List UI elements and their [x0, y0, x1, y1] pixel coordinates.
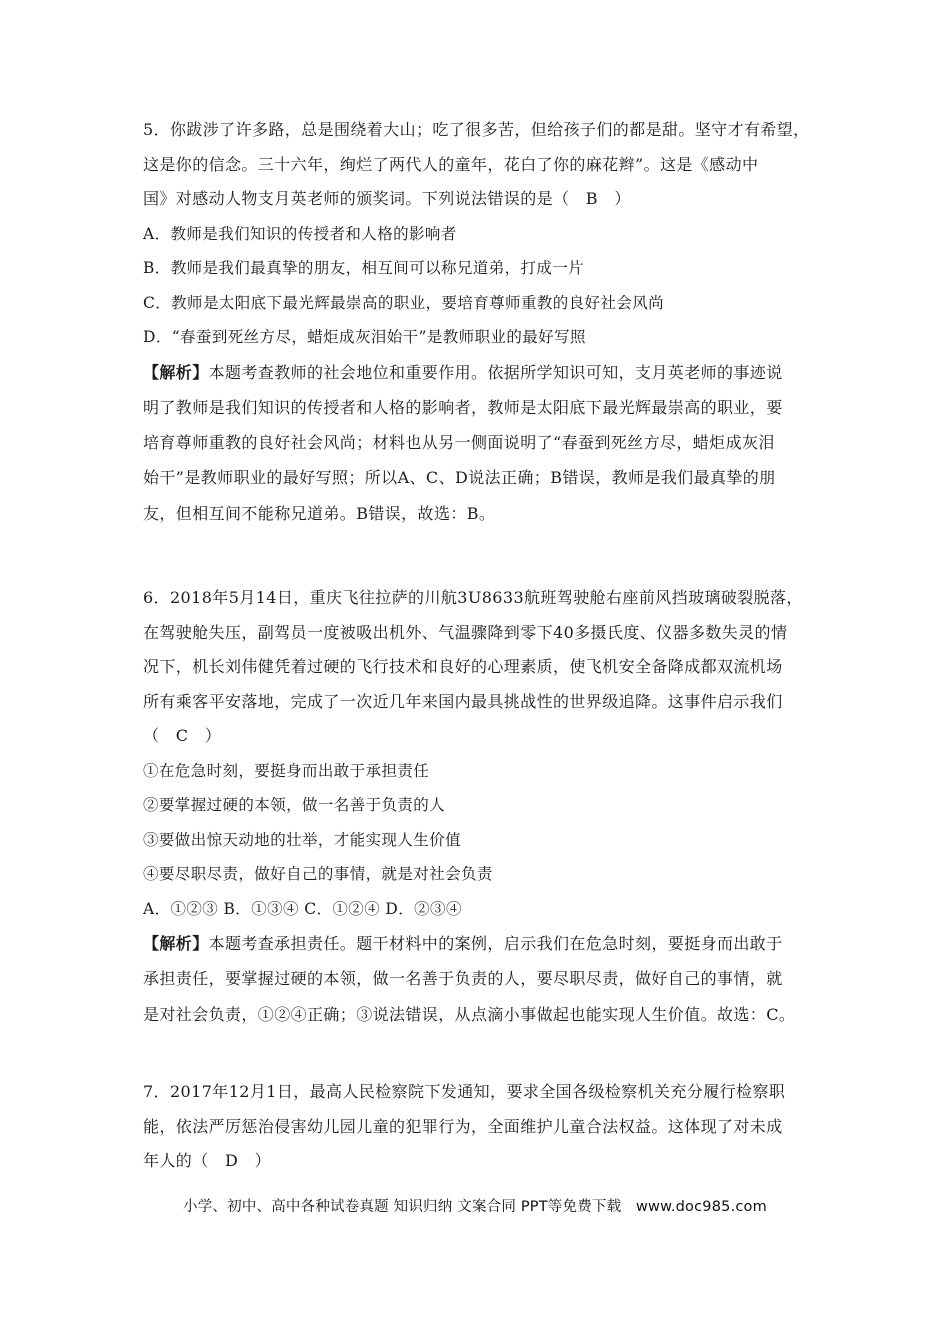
page-footer: 小学、初中、高中各种试卷真题 知识归纳 文案合同 PPT等免费下载 www.doc985.com: [183, 1199, 767, 1215]
analysis-line: [143, 926, 813, 961]
statement-item: ③要做出惊天动地的壮举，才能实现人生价值: [143, 830, 462, 849]
answer-bracket: （ C ）: [143, 726, 222, 745]
analysis-line: [143, 355, 813, 390]
analysis-line: 培育尊师重教的良好社会风尚；材料也从另一侧面说明了“春蚕到死丝方尽，蜡炬成灰泪: [143, 433, 775, 453]
question-6: [143, 581, 813, 1032]
analysis-line: 承担责任，要掌握过硬的本领，做一名善于负责的人，要尽职尽责，做好自己的事情，就: [143, 969, 783, 989]
analysis-text: 本题考查承担责任。题干材料中的案例，启示我们在危急时刻，要挺身而出敢于: [208, 934, 783, 953]
question-5: [143, 113, 813, 531]
statement-item: ①在危急时刻，要挺身而出敢于承担责任: [143, 761, 430, 780]
question-stem-line: 6．2018年5月14日，重庆飞往拉萨的川航3U8633航班驾驶舱右座前风挡玻璃破裂脱落，: [143, 588, 803, 607]
analysis-line: 是对社会负责，①②④正确；③说法错误，从点滴小事做起也能实现人生价值。故选：C。: [143, 1004, 796, 1024]
question-stem-line: 国》对感动人物支月英老师的颁奖词。下列说法错误的是（ B ）: [143, 189, 631, 208]
question-stem-line: 年人的（ D ）: [143, 1151, 272, 1170]
analysis-label: 【解析】: [143, 934, 209, 953]
question-stem-line: 在驾驶舱失压，副驾员一度被吸出机外、气温骤降到零下40多摄氏度、仪器多数失灵的情: [143, 622, 788, 642]
question-stem-line: 5．你跋涉了许多路，总是围绕着大山；吃了很多苦，但给孩子们的都是甜。坚守才有希望，: [143, 120, 810, 139]
question-stem-line: 能，依法严厉惩治侵害幼儿园儿童的犯罪行为，全面维护儿童合法权益。这体现了对未成: [143, 1116, 783, 1136]
analysis-label: 【解析】: [143, 362, 209, 382]
analysis-line: 友，但相互间不能称兄道弟。B错误，故选：B。: [143, 503, 496, 523]
question-stem-line: 这是你的信念。三十六年，绚烂了两代人的童年，花白了你的麻花辫”。这是《感动中: [143, 154, 759, 174]
analysis-line: 明了教师是我们知识的传授者和人格的影响者，教师是太阳底下最光辉最崇高的职业，要: [143, 397, 783, 417]
option-c: C．教师是太阳底下最光辉最崇高的职业，要培育尊师重教的良好社会风尚: [143, 293, 665, 312]
statement-item: ②要掌握过硬的本领，做一名善于负责的人: [143, 796, 446, 814]
question-stem-line: 所有乘客平安落地，完成了一次近几年来国内最具挑战性的世界级追降。这事件启示我们: [143, 691, 783, 711]
option-d: D．“春蚕到死丝方尽，蜡炬成灰泪始干”是教师职业的最好写照: [143, 328, 586, 346]
statement-item: ④要尽职尽责，做好自己的事情，就是对社会负责: [143, 865, 493, 883]
analysis-line: 始干”是教师职业的最好写照；所以A、C、D说法正确；B错误，教师是我们最真挚的朋: [143, 468, 776, 488]
question-stem-line: 7．2017年12月1日，最高人民检察院下发通知，要求全国各级检察机关充分履行检察职: [143, 1082, 786, 1101]
analysis-text: 本题考查教师的社会地位和重要作用。依据所学知识可知，支月英老师的事迹说: [208, 362, 783, 382]
question-stem-line: 况下，机长刘伟健凭着过硬的飞行技术和良好的心理素质，使飞机安全备降成都双流机场: [143, 657, 783, 676]
question-7: [143, 1075, 813, 1179]
option-a: A．教师是我们知识的传授者和人格的影响者: [143, 224, 457, 243]
options-line: A．①②③ B．①③④ C．①②④ D．②③④: [143, 899, 462, 918]
option-b: B．教师是我们最真挚的朋友，相互间可以称兄道弟，打成一片: [143, 259, 585, 277]
